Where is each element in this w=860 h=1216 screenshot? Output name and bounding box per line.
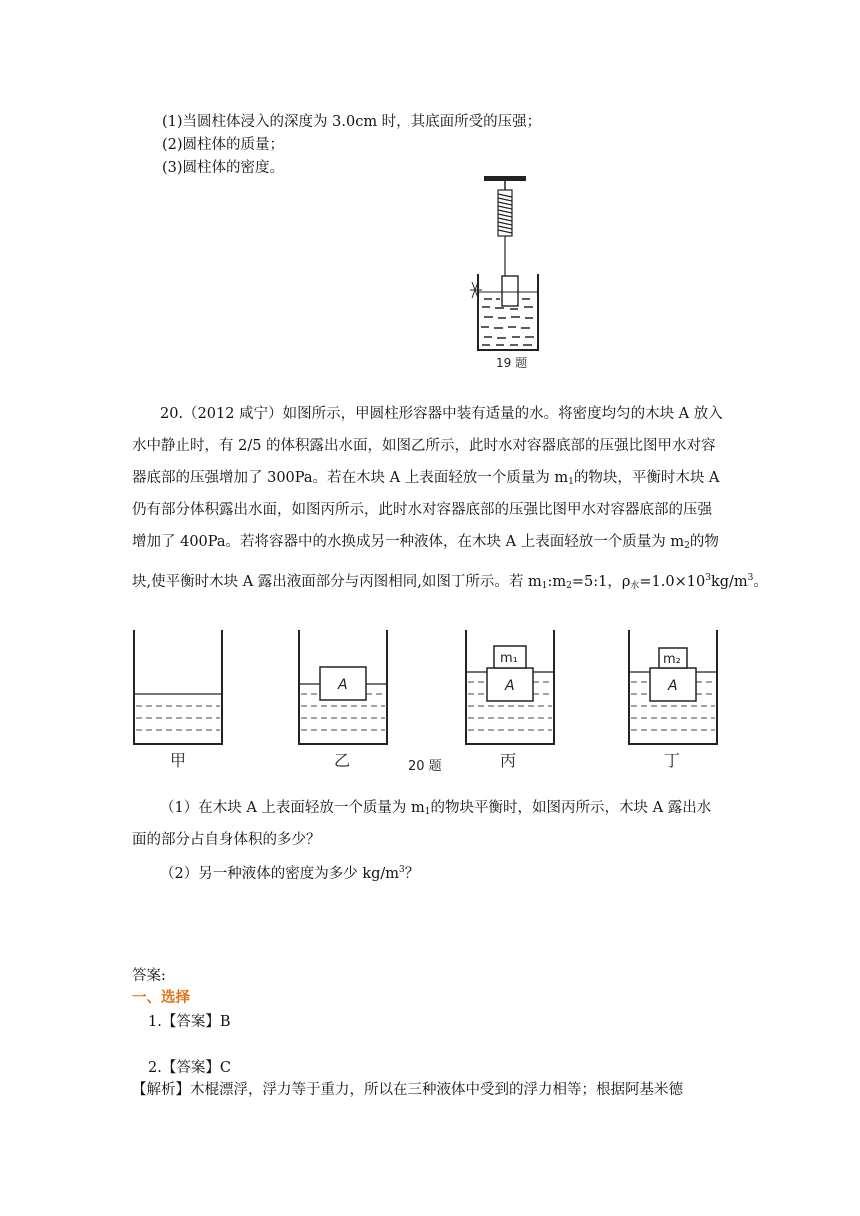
spring-support-bar [484, 176, 526, 181]
q20-sub-2: （2）另一种液体的密度为多少 $kg/m^3$？ [160, 865, 420, 882]
svg-text:A: A [338, 677, 348, 693]
q20-line-1: 20.（2012 咸宁）如图所示，甲圆柱形容器中装有适量的水。将密度均匀的木块 A 放入 [160, 406, 723, 422]
label-bing: 丙 [500, 751, 517, 770]
q20-sub-1: （1）在木块 A 上表面轻放一个质量为 $m_1$的物块平衡时，如图丙所示，木块 A 露出水 [160, 800, 712, 817]
q20-line-6: 块,使平衡时木块 A 露出液面部分与丙图相同,如图丁所示。若 $m_1:m_2=5:1$，$\rho_水=1.0\times 10^3kg/m^3$。 [132, 573, 768, 591]
q19-item-1: (1)当圆柱体浸入的深度为 3.0cm 时，其底面所受的压强； [162, 114, 542, 130]
container-bing [466, 630, 554, 770]
cylinder [502, 276, 518, 306]
container-jia [134, 630, 222, 770]
answers-heading: 答案: [132, 968, 166, 984]
spring [498, 190, 512, 236]
svg-text:A: A [668, 678, 678, 694]
answer-2-analysis: 【解析】木棍漂浮，浮力等于重力，所以在三种液体中受到的浮力相等；根据阿基米德 [132, 1082, 683, 1098]
figure-19-caption: 19 题 [496, 356, 528, 370]
q20-line-5: 增加了 400Pa。若将容器中的水换成另一种液体，在木块 A 上表面轻放一个质量为 $m_2$的物 [132, 534, 719, 551]
label-yi: 乙 [334, 751, 351, 770]
container-yi [299, 630, 387, 770]
q19-item-2: (2)圆柱体的质量； [162, 137, 285, 153]
figure-19 [468, 172, 548, 372]
q20-sub-1-cont: 面的部分占自身体积的多少？ [132, 832, 321, 848]
container-ding [629, 630, 717, 770]
svg-text:m₁: m₁ [500, 651, 518, 666]
q19-item-3: (3)圆柱体的密度。 [162, 160, 285, 176]
figure-20-caption: 20 题 [408, 759, 442, 774]
section-heading: 一、选择 [132, 990, 190, 1006]
q20-line-3: 器底部的压强增加了 300Pa。若在木块 A 上表面轻放一个质量为 $m_1$的物块，平衡时木块 A [132, 470, 720, 487]
q20-line-4: 仍有部分体积露出水面，如图丙所示，此时水对容器底部的压强比图甲水对容器底部的压强 [132, 502, 712, 518]
svg-text:m₂: m₂ [663, 652, 681, 667]
scale-mark [470, 282, 482, 298]
q20-line-2: 水中静止时，有 2/5 的体积露出水面，如图乙所示，此时水对容器底部的压强比图甲水对容 [132, 438, 716, 454]
answer-2: 2.【答案】C [148, 1060, 231, 1076]
figure-20 [128, 626, 728, 776]
svg-text:A: A [505, 678, 515, 694]
label-ding: 丁 [664, 751, 681, 770]
answer-1: 1.【答案】B [148, 1014, 231, 1030]
label-jia: 甲 [170, 751, 187, 770]
